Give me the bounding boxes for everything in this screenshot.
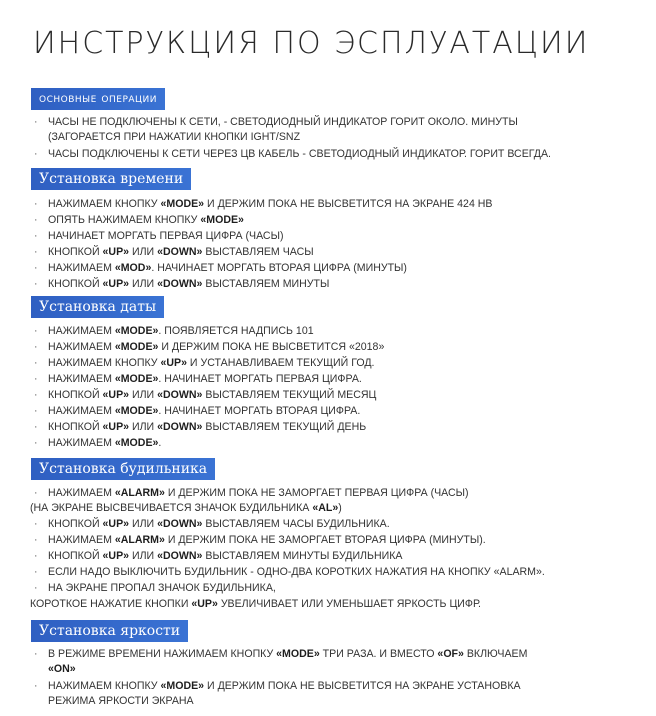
key-label: «UP» — [102, 278, 130, 290]
key-label: «ALARM» — [114, 534, 165, 546]
text: . НАЧИНАЕТ МОРГАТЬ ВТОРАЯ ЦИФРА (МИНУТЫ) — [151, 262, 407, 274]
text: И УСТАНАВЛИВАЕМ ТЕКУЩИЙ ГОД. — [186, 357, 375, 369]
bullet: · — [34, 405, 38, 417]
text: НАЖИМАЕМ — [48, 437, 115, 449]
bullet: · — [34, 550, 38, 562]
text: НАЖИМАЕМ — [48, 341, 115, 353]
key-label: «MOD» — [114, 262, 152, 274]
key-label: «DOWN» — [157, 389, 203, 401]
list-item — [34, 436, 648, 450]
bullet: · — [34, 341, 38, 353]
text: НАЖИМАЕМ — [48, 373, 115, 385]
text: . ПОЯВЛЯЕТСЯ НАДПИСЬ 101 — [158, 325, 314, 337]
key-label: «ON» — [48, 663, 76, 675]
key-label: «OF» — [437, 648, 464, 660]
key-label: «MODE» — [160, 198, 205, 210]
list-item — [34, 517, 648, 531]
text: ВЫСТАВЛЯЕМ МИНУТЫ — [202, 278, 330, 290]
list-item — [34, 533, 648, 547]
key-label: «UP» — [102, 421, 130, 433]
text: НАЖИМАЕМ — [48, 487, 115, 499]
bullet: · — [34, 198, 38, 210]
key-label: «UP» — [102, 518, 130, 530]
list-item — [34, 356, 648, 370]
key-label: «UP» — [102, 550, 130, 562]
list-item — [34, 229, 648, 243]
list-item — [34, 679, 648, 693]
bullet: · — [34, 116, 38, 128]
key-label: «DOWN» — [157, 518, 203, 530]
list-item — [34, 245, 648, 259]
text: КНОПКОЙ — [48, 550, 103, 562]
text: ВЫСТАВЛЯЕМ ТЕКУЩИЙ МЕСЯЦ — [202, 389, 377, 401]
text: КНОПКОЙ — [48, 389, 103, 401]
key-label: «DOWN» — [157, 278, 203, 290]
text: . — [158, 437, 162, 449]
key-label: «UP» — [102, 246, 130, 258]
bullet: · — [34, 680, 38, 692]
section-heading-time: Установка времени — [31, 168, 191, 190]
text: ) — [338, 502, 342, 514]
bullet: · — [34, 566, 38, 578]
text: КНОПКОЙ — [48, 518, 103, 530]
bullet: · — [34, 148, 38, 160]
text: ИЛИ — [129, 278, 158, 290]
key-label: «MODE» — [276, 648, 320, 660]
key-label: «MODE» — [114, 325, 159, 337]
text: ТРИ РАЗА. И ВМЕСТО — [319, 648, 438, 660]
list-item — [34, 549, 648, 563]
list-item — [34, 486, 648, 500]
key-label: «ALARM» — [114, 487, 165, 499]
key-label: «MODE» — [160, 680, 205, 692]
text: ОПЯТЬ НАЖИМАЕМ КНОПКУ — [48, 214, 201, 226]
bullet: · — [34, 230, 38, 242]
list-item — [34, 388, 648, 402]
list-item — [34, 565, 648, 579]
key-label: «DOWN» — [157, 421, 203, 433]
text: НАЖИМАЕМ — [48, 262, 115, 274]
key-label: «MODE» — [114, 405, 159, 417]
key-label: «UP» — [191, 598, 218, 610]
bullet: · — [34, 246, 38, 258]
line-text: (ЗАГОРАЕТСЯ ПРИ НАЖАТИИ КНОПКИ IGHT/SNZ — [48, 131, 301, 143]
line-text: ЧАСЫ НЕ ПОДКЛЮЧЕНЫ К СЕТИ, - СВЕТОДИОДНЫЙ ИНДИКАТОР ГОРИТ ОКОЛО. МИНУТЫ — [48, 116, 518, 128]
text: В РЕЖИМЕ ВРЕМЕНИ НАЖИМАЕМ КНОПКУ — [48, 648, 277, 660]
text: (НА ЭКРАНЕ ВЫСВЕЧИВАЕТСЯ ЗНАЧОК БУДИЛЬНИКА — [30, 502, 313, 514]
text: И ДЕРЖИМ ПОКА НЕ ВЫСВЕТИТСЯ НА ЭКРАНЕ УСТАНОВКА — [204, 680, 521, 692]
section-heading-brightness: Установка яркости — [31, 620, 188, 642]
text: . НАЧИНАЕТ МОРГАТЬ ВТОРАЯ ЦИФРА. — [158, 405, 361, 417]
text: И ДЕРЖИМ ПОКА НЕ ВЫСВЕТИТСЯ «2018» — [158, 341, 385, 353]
text: ИЛИ — [129, 550, 158, 562]
key-label: «MODE» — [114, 437, 159, 449]
list-item — [34, 197, 648, 211]
text: КОРОТКОЕ НАЖАТИЕ КНОПКИ — [30, 598, 192, 610]
list-item — [34, 147, 648, 161]
text: НАЧИНАЕТ МОРГАТЬ ПЕРВАЯ ЦИФРА (ЧАСЫ) — [48, 230, 284, 242]
text: НАЖИМАЕМ КНОПКУ — [48, 198, 161, 210]
bullet: · — [34, 278, 38, 290]
bullet: · — [34, 357, 38, 369]
list-item — [34, 115, 648, 129]
text: НАЖИМАЕМ — [48, 534, 115, 546]
text: КНОПКОЙ — [48, 421, 103, 433]
list-item — [34, 647, 648, 661]
bullet: · — [34, 214, 38, 226]
key-label: «MODE» — [114, 341, 159, 353]
text: ВЫСТАВЛЯЕМ ТЕКУЩИЙ ДЕНЬ — [202, 421, 367, 433]
text: . НАЧИНАЕТ МОРГАТЬ ПЕРВАЯ ЦИФРА. — [158, 373, 362, 385]
line-text: ЧАСЫ ПОДКЛЮЧЕНЫ К СЕТИ ЧЕРЕЗ ЦВ КАБЕЛЬ - СВЕТОДИОДНЫЙ ИНДИКАТОР. ГОРИТ ВСЕГДА. — [48, 148, 551, 160]
section-heading-basic: основные операции — [31, 88, 165, 110]
bullet: · — [34, 582, 38, 594]
text: ИЛИ — [129, 518, 158, 530]
text: ИЛИ — [129, 246, 158, 258]
key-label: «MODE» — [114, 373, 159, 385]
bullet: · — [34, 648, 38, 660]
list-item — [34, 340, 648, 354]
text: НА ЭКРАНЕ ПРОПАЛ ЗНАЧОК БУДИЛЬНИКА, — [48, 582, 276, 594]
bullet: · — [34, 534, 38, 546]
text: НАЖИМАЕМ — [48, 405, 115, 417]
list-item — [34, 261, 648, 275]
text: НАЖИМАЕМ КНОПКУ — [48, 680, 161, 692]
list-item-continuation — [34, 130, 648, 144]
text: И ДЕРЖИМ ПОКА НЕ ЗАМОРГАЕТ ПЕРВАЯ ЦИФРА (ЧАСЫ) — [164, 487, 469, 499]
bullet: · — [34, 325, 38, 337]
bullet: · — [34, 262, 38, 274]
text: КНОПКОЙ — [48, 278, 103, 290]
text: ВЫСТАВЛЯЕМ МИНУТЫ БУДИЛЬНИКА — [202, 550, 403, 562]
text: ИЛИ — [129, 389, 158, 401]
text: ВЫСТАВЛЯЕМ ЧАСЫ — [202, 246, 314, 258]
list-item — [34, 324, 648, 338]
list-item-continuation — [30, 501, 648, 515]
text: НАЖИМАЕМ — [48, 325, 115, 337]
bullet: · — [34, 437, 38, 449]
list-item — [34, 277, 648, 291]
bullet: · — [34, 389, 38, 401]
key-label: «UP» — [160, 357, 187, 369]
list-item-continuation — [30, 597, 648, 611]
section-heading-date: Установка даты — [31, 296, 164, 318]
key-label: «UP» — [102, 389, 130, 401]
text: УВЕЛИЧИВАЕТ ИЛИ УМЕНЬШАЕТ ЯРКОСТЬ ЦИФР. — [217, 598, 481, 610]
list-item — [34, 213, 648, 227]
list-item-continuation — [34, 694, 648, 708]
text: НАЖИМАЕМ КНОПКУ — [48, 357, 161, 369]
text: ВКЛЮЧАЕМ — [463, 648, 528, 660]
list-item — [34, 372, 648, 386]
key-label: «DOWN» — [157, 550, 203, 562]
text: ЕСЛИ НАДО ВЫКЛЮЧИТЬ БУДИЛЬНИК - ОДНО-ДВА КОРОТКИХ НАЖАТИЯ НА КНОПКУ «ALARM». — [48, 566, 545, 578]
list-item-continuation — [34, 662, 648, 676]
bullet: · — [34, 421, 38, 433]
key-label: «DOWN» — [157, 246, 203, 258]
page-title: ИНСТРУКЦИЯ ПО ЭСПЛУАТАЦИИ — [33, 26, 590, 61]
list-item — [34, 404, 648, 418]
list-item — [34, 581, 648, 595]
section-heading-alarm: Установка будильника — [31, 458, 215, 480]
bullet: · — [34, 373, 38, 385]
list-item — [34, 420, 648, 434]
text: РЕЖИМА ЯРКОСТИ ЭКРАНА — [48, 695, 194, 707]
text: И ДЕРЖИМ ПОКА НЕ ВЫСВЕТИТСЯ НА ЭКРАНЕ 424 НВ — [204, 198, 493, 210]
key-label: «MODE» — [200, 214, 244, 226]
text: ИЛИ — [129, 421, 158, 433]
bullet: · — [34, 487, 38, 499]
key-label: «AL» — [312, 502, 339, 514]
text: ВЫСТАВЛЯЕМ ЧАСЫ БУДИЛЬНИКА. — [202, 518, 390, 530]
text: КНОПКОЙ — [48, 246, 103, 258]
text: И ДЕРЖИМ ПОКА НЕ ЗАМОРГАЕТ ВТОРАЯ ЦИФРА (МИНУТЫ). — [164, 534, 486, 546]
bullet: · — [34, 518, 38, 530]
